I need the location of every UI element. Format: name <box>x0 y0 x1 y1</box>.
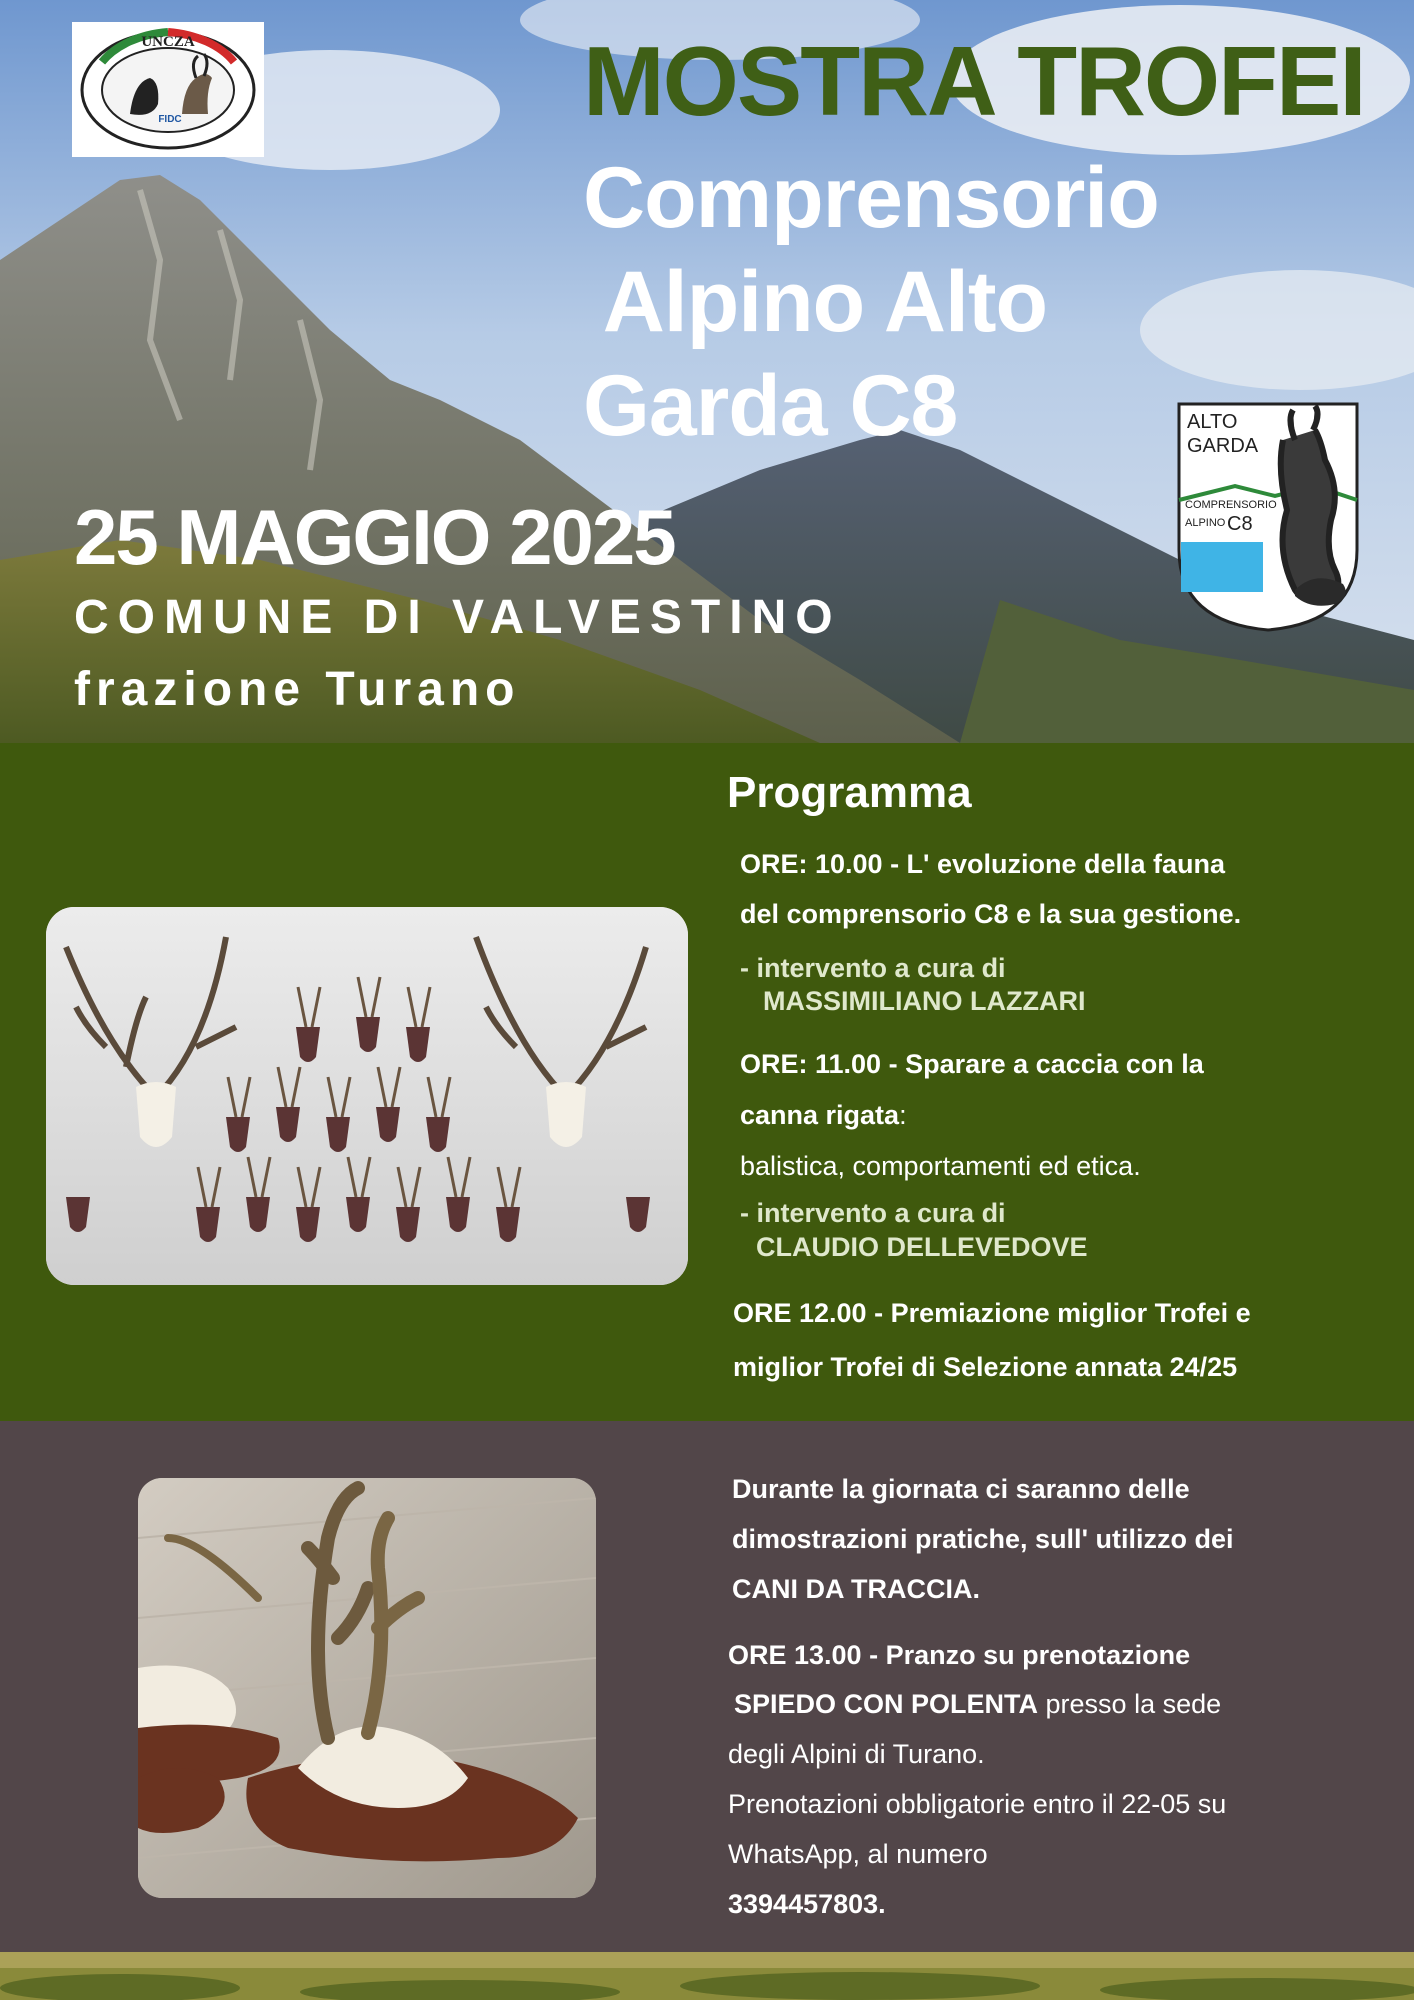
c8-logo-line3: COMPRENSORIO <box>1185 499 1277 511</box>
info-section <box>0 1421 1414 1952</box>
booking-line1: Prenotazioni obbligatorie entro il 22-05 su <box>728 1789 1227 1819</box>
programme-item1-speaker: MASSIMILIANO LAZZARI <box>763 986 1086 1016</box>
programme-item2-line2-bold: canna rigata <box>740 1100 900 1130</box>
c8-logo-line5: C8 <box>1227 513 1253 535</box>
hero-banner <box>0 0 1414 743</box>
c8-logo-line2: GARDA <box>1187 435 1259 457</box>
roe-deer-trophy-image <box>138 1478 596 1898</box>
programme-item3-line1: ORE 12.00 - Premiazione miglior Trofei e <box>733 1298 1251 1328</box>
programme-item1-speaker-intro: - intervento a cura di <box>740 953 1006 983</box>
lunch-location: presso la sede <box>1038 1689 1222 1719</box>
uncza-logo-text: UNCZA <box>141 34 195 50</box>
demo-line1: Durante la giornata ci saranno delle <box>732 1474 1190 1504</box>
event-subtitle: Comprensorio Alpino Alto Garda C8 <box>583 150 1159 454</box>
demo-line2: dimostrazioni pratiche, sull' utilizzo dei <box>732 1524 1234 1554</box>
event-title: MOSTRA TROFEI <box>583 26 1365 136</box>
booking-line2: WhatsApp, al numero <box>728 1839 988 1869</box>
programme-item1-line1: ORE: 10.00 - L' evoluzione della fauna <box>740 849 1226 879</box>
programme-item2-speaker-intro: - intervento a cura di <box>740 1198 1006 1228</box>
c8-logo-line4: ALPINO <box>1185 517 1226 529</box>
meadow-strip-image <box>0 1952 1414 2000</box>
lunch-menu: SPIEDO CON POLENTA <box>734 1689 1039 1719</box>
lunch-line2 <box>734 1689 1221 1720</box>
event-place: COMUNE DI VALVESTINO <box>74 591 842 644</box>
programme-item2-line1: ORE: 11.00 - Sparare a caccia con la <box>740 1049 1204 1079</box>
booking-phone: 3394457803. <box>728 1889 886 1919</box>
lunch-line3: degli Alpini di Turano. <box>728 1739 985 1769</box>
demo-line3: CANI DA TRACCIA. <box>732 1574 980 1604</box>
programme-item1-line2: del comprensorio C8 e la sua gestione. <box>740 899 1242 929</box>
trophy-wall-image <box>46 907 688 1285</box>
programme-section <box>0 743 1414 1421</box>
uncza-logo <box>72 22 264 157</box>
alto-garda-c8-logo <box>1175 400 1361 634</box>
c8-logo-line1: ALTO <box>1187 411 1238 433</box>
event-place-detail: frazione Turano <box>74 663 521 716</box>
programme-item2-speaker: CLAUDIO DELLEVEDOVE <box>756 1232 1088 1262</box>
programme-item2-line2-suffix: : <box>899 1100 907 1130</box>
event-date: 25 MAGGIO 2025 <box>74 493 675 581</box>
programme-item2-line3: balistica, comportamenti ed etica. <box>740 1151 1141 1181</box>
programme-item3-line2: miglior Trofei di Selezione annata 24/25 <box>733 1352 1238 1382</box>
programme-heading: Programma <box>727 768 972 817</box>
programme-item2-line2 <box>740 1100 907 1131</box>
fidc-badge-text: FIDC <box>158 114 182 125</box>
lunch-line1: ORE 13.00 - Pranzo su prenotazione <box>728 1640 1191 1670</box>
